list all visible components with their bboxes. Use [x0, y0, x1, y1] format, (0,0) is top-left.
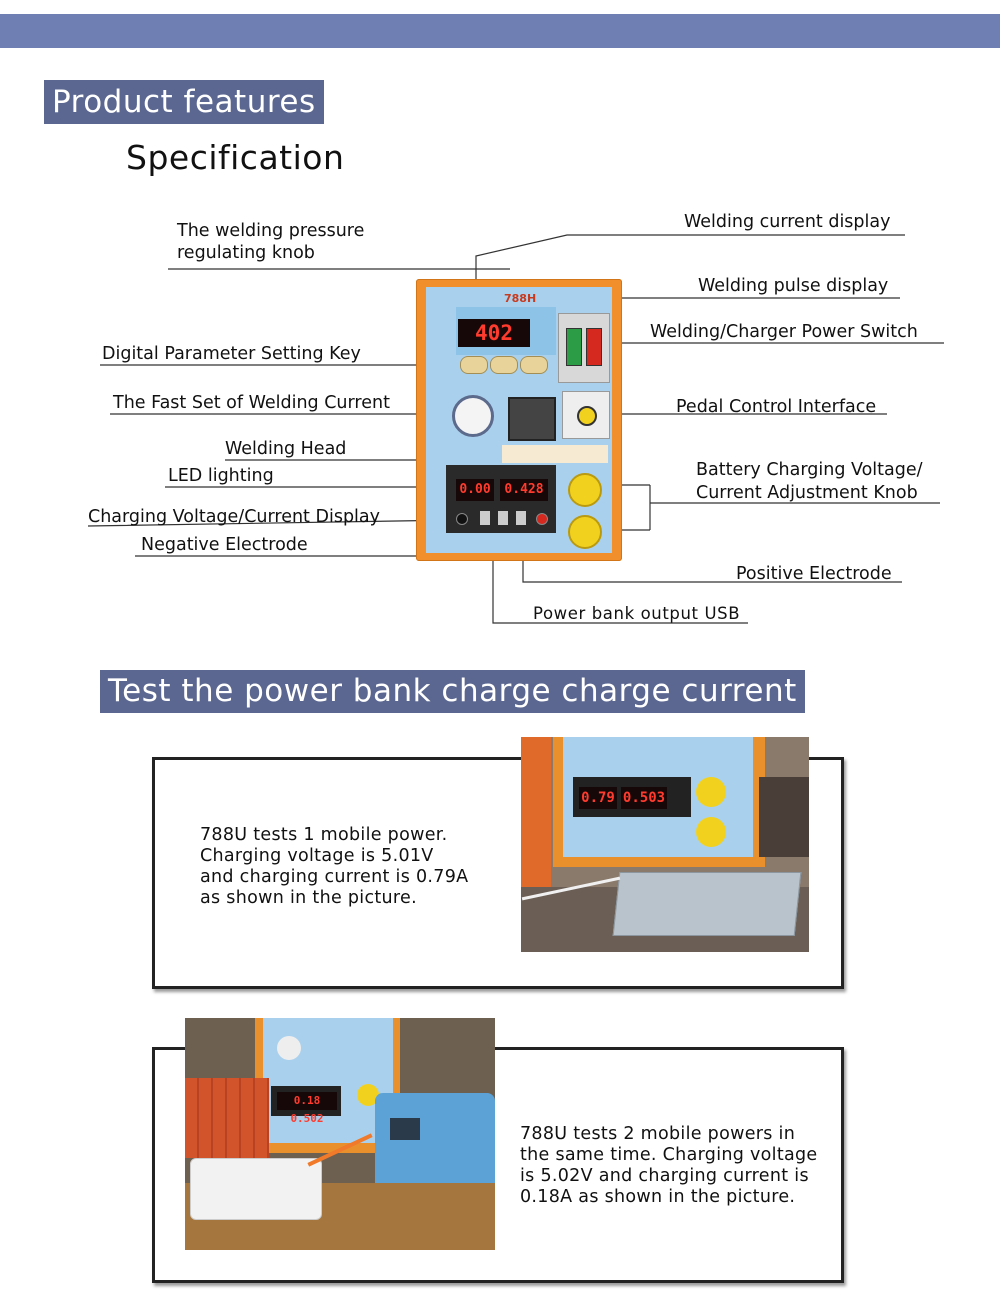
welding-head	[508, 397, 556, 441]
setting-key-minus[interactable]	[460, 356, 488, 374]
test2-line: the same time. Charging voltage	[520, 1145, 818, 1165]
section-title-test: Test the power bank charge charge current	[100, 670, 805, 713]
welding-power-switch[interactable]	[566, 328, 582, 366]
pedal-interface-port[interactable]	[577, 406, 597, 426]
label-positive-electrode: Positive Electrode	[736, 564, 892, 584]
label-welding-head: Welding Head	[225, 439, 347, 459]
spot-welder-device	[416, 279, 622, 561]
label-welding-current-display: Welding current display	[684, 212, 891, 232]
test1-line: as shown in the picture.	[200, 888, 417, 908]
test2-photo-readout: 0.18 0.502	[277, 1092, 337, 1110]
negative-electrode[interactable]	[456, 513, 468, 525]
charging-voltage-knob[interactable]	[568, 473, 602, 507]
setting-key-set[interactable]	[490, 356, 518, 374]
label-charging-display: Charging Voltage/Current Display	[88, 507, 380, 527]
label-power-switch: Welding/Charger Power Switch	[650, 322, 918, 342]
power-bank-white	[190, 1158, 322, 1220]
usb-port-2[interactable]	[498, 511, 508, 525]
charging-current-display: 0.428	[500, 479, 548, 501]
fast-set-current-knob[interactable]	[452, 395, 494, 437]
test1-photo-current: 0.503	[621, 787, 667, 809]
battery-cells	[185, 1078, 269, 1158]
power-bank-1	[613, 872, 802, 936]
section-title-product-features: Product features	[44, 80, 324, 124]
device-front-panel	[426, 287, 612, 553]
label-pedal-interface: Pedal Control Interface	[676, 397, 877, 417]
label-pressure-knob-line2: regulating knob	[177, 243, 315, 263]
test2-line: 0.18A as shown in the picture.	[520, 1187, 796, 1207]
label-welding-pulse-display: Welding pulse display	[698, 276, 889, 296]
charging-voltage-display: 0.00	[456, 479, 494, 501]
label-usb-output: Power bank output USB	[533, 604, 741, 623]
test2-description	[520, 1124, 818, 1208]
label-fast-set: The Fast Set of Welding Current	[113, 393, 390, 413]
setting-key-plus[interactable]	[520, 356, 548, 374]
label-battery-knob-line2: Current Adjustment Knob	[696, 483, 918, 503]
test1-line: and charging current is 0.79A	[200, 867, 469, 887]
usb-port-1[interactable]	[480, 511, 490, 525]
test2-line: is 5.02V and charging current is	[520, 1166, 809, 1186]
test1-description	[200, 825, 468, 909]
device-brand: 788H	[504, 292, 537, 305]
label-battery-knob-line1: Battery Charging Voltage/	[696, 460, 923, 480]
pedal-panel	[562, 391, 610, 439]
welding-display: 402	[458, 319, 530, 347]
test1-line: 788U tests 1 mobile power.	[200, 825, 448, 845]
charger-power-switch[interactable]	[586, 328, 602, 366]
label-setting-key: Digital Parameter Setting Key	[102, 344, 361, 364]
charging-display-panel	[446, 465, 556, 533]
test1-photo-voltage: 0.79	[579, 787, 617, 809]
test1-photo	[521, 737, 809, 952]
test2-photo	[185, 1018, 495, 1250]
specification-heading: Specification	[126, 138, 345, 177]
test1-line: Charging voltage is 5.01V	[200, 846, 434, 866]
positive-electrode[interactable]	[536, 513, 548, 525]
usb-port-3[interactable]	[516, 511, 526, 525]
charging-current-knob[interactable]	[568, 515, 602, 549]
label-led-lighting: LED lighting	[168, 466, 274, 486]
power-switch-panel	[558, 313, 610, 383]
label-negative-electrode: Negative Electrode	[141, 535, 308, 555]
label-pressure-knob-line1: The welding pressure	[177, 221, 365, 241]
test2-line: 788U tests 2 mobile powers in	[520, 1124, 796, 1144]
